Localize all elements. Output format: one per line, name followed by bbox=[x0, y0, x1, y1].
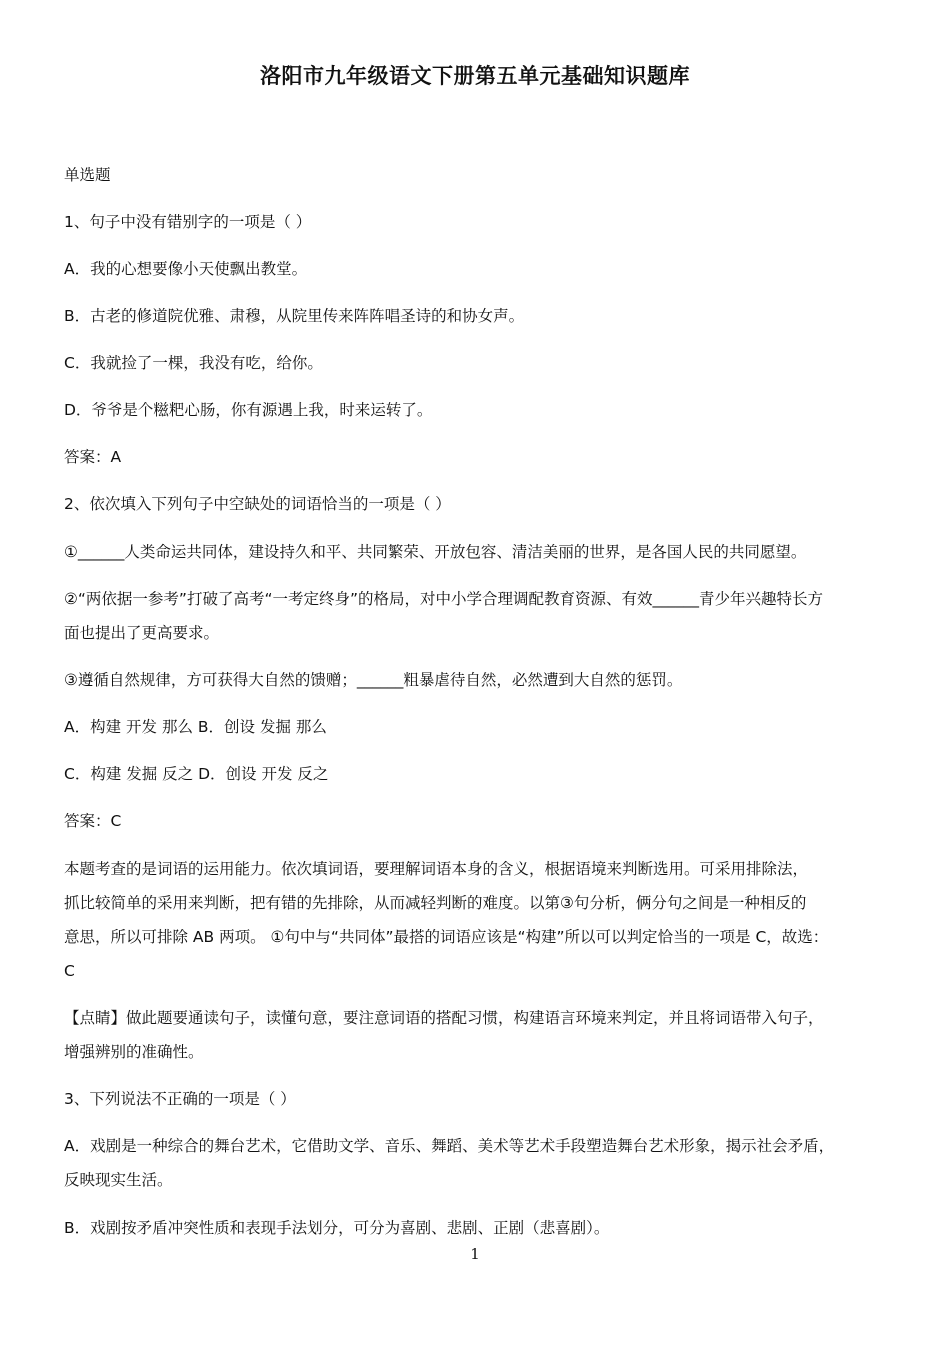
question-1-answer: 答案：A bbox=[64, 448, 122, 466]
analysis-line: 本题考查的是词语的运用能力。依次填词语，要理解词语本身的含义，根据语境来判断选用。可采用排除法， bbox=[64, 860, 809, 878]
question-2-sentence-2-line: ②“两依据一参考”打破了高考“一考定终身”的格局，对中小学合理调配教育资源、有效______青少年兴趣特长方 bbox=[64, 590, 824, 608]
question-3-option-b: B．戏剧按矛盾冲突性质和表现手法划分，可分为喜剧、悲剧、正剧（悲喜剧）。 bbox=[64, 1219, 610, 1237]
question-2-sentence-3: ③遵循自然规律，方可获得大自然的馈赠；______粗暴虐待自然，必然遭到大自然的惩罚。 bbox=[64, 671, 683, 689]
question-1-option-b: B．古老的修道院优雅、肃穆，从院里传来阵阵唱圣诗的和协女声。 bbox=[64, 307, 525, 325]
question-1-option-c: C．我就捡了一棵，我没有吃，给你。 bbox=[64, 354, 323, 372]
question-2-options-ab: A．构建 开发 那么 B．创设 发掘 那么 bbox=[64, 718, 327, 736]
question-2-sentence-2-line: 面也提出了更高要求。 bbox=[64, 624, 220, 642]
question-1-option-a: A．我的心想要像小天使飘出教堂。 bbox=[64, 260, 308, 278]
question-3-option-a bbox=[64, 1129, 894, 1197]
option-a-line: A．戏剧是一种综合的舞台艺术，它借助文学、音乐、舞蹈、美术等艺术手段塑造舞台艺术形象，揭示社会矛盾， bbox=[64, 1137, 835, 1155]
analysis-line: 抓比较简单的采用来判断，把有错的先排除，从而减轻判断的难度。以第③句分析，俩分句之间是一种相反的 bbox=[64, 894, 807, 912]
section-heading: 单选题 bbox=[64, 166, 111, 184]
question-2-sentence-1: ①______人类命运共同体，建设持久和平、共同繁荣、开放包容、清洁美丽的世界，是各国人民的共同愿望。 bbox=[64, 543, 807, 561]
document-title: 洛阳市九年级语文下册第五单元基础知识题库 bbox=[260, 64, 690, 88]
question-2-analysis bbox=[64, 852, 894, 988]
question-1-option-d: D．爷爷是个糍粑心肠，你有源遇上我，时来运转了。 bbox=[64, 401, 433, 419]
page-number: 1 bbox=[470, 1245, 480, 1263]
question-2-options-cd: C．构建 发掘 反之 D．创设 开发 反之 bbox=[64, 765, 329, 783]
question-2-stem: 2、依次填入下列句子中空缺处的词语恰当的一项是（ ） bbox=[64, 495, 451, 513]
tip-line: 增强辨别的准确性。 bbox=[64, 1043, 204, 1061]
question-3-stem: 3、下列说法不正确的一项是（ ） bbox=[64, 1090, 296, 1108]
tip-line: 【点睛】做此题要通读句子，读懂句意，要注意词语的搭配习惯，构建语言环境来判定，并且将词语带入句子， bbox=[64, 1009, 824, 1027]
analysis-line: 意思，所以可排除 AB 两项。 ①句中与“共同体”最搭的词语应该是“构建”所以可以判定恰当的一项是 C，故选： bbox=[64, 928, 829, 946]
question-2-answer: 答案：C bbox=[64, 812, 122, 830]
question-2-sentence-2 bbox=[64, 582, 894, 650]
option-a-line: 反映现实生活。 bbox=[64, 1171, 173, 1189]
question-2-tip bbox=[64, 1001, 894, 1069]
analysis-line: C bbox=[64, 962, 75, 980]
question-1-stem: 1、句子中没有错别字的一项是（ ） bbox=[64, 213, 312, 231]
